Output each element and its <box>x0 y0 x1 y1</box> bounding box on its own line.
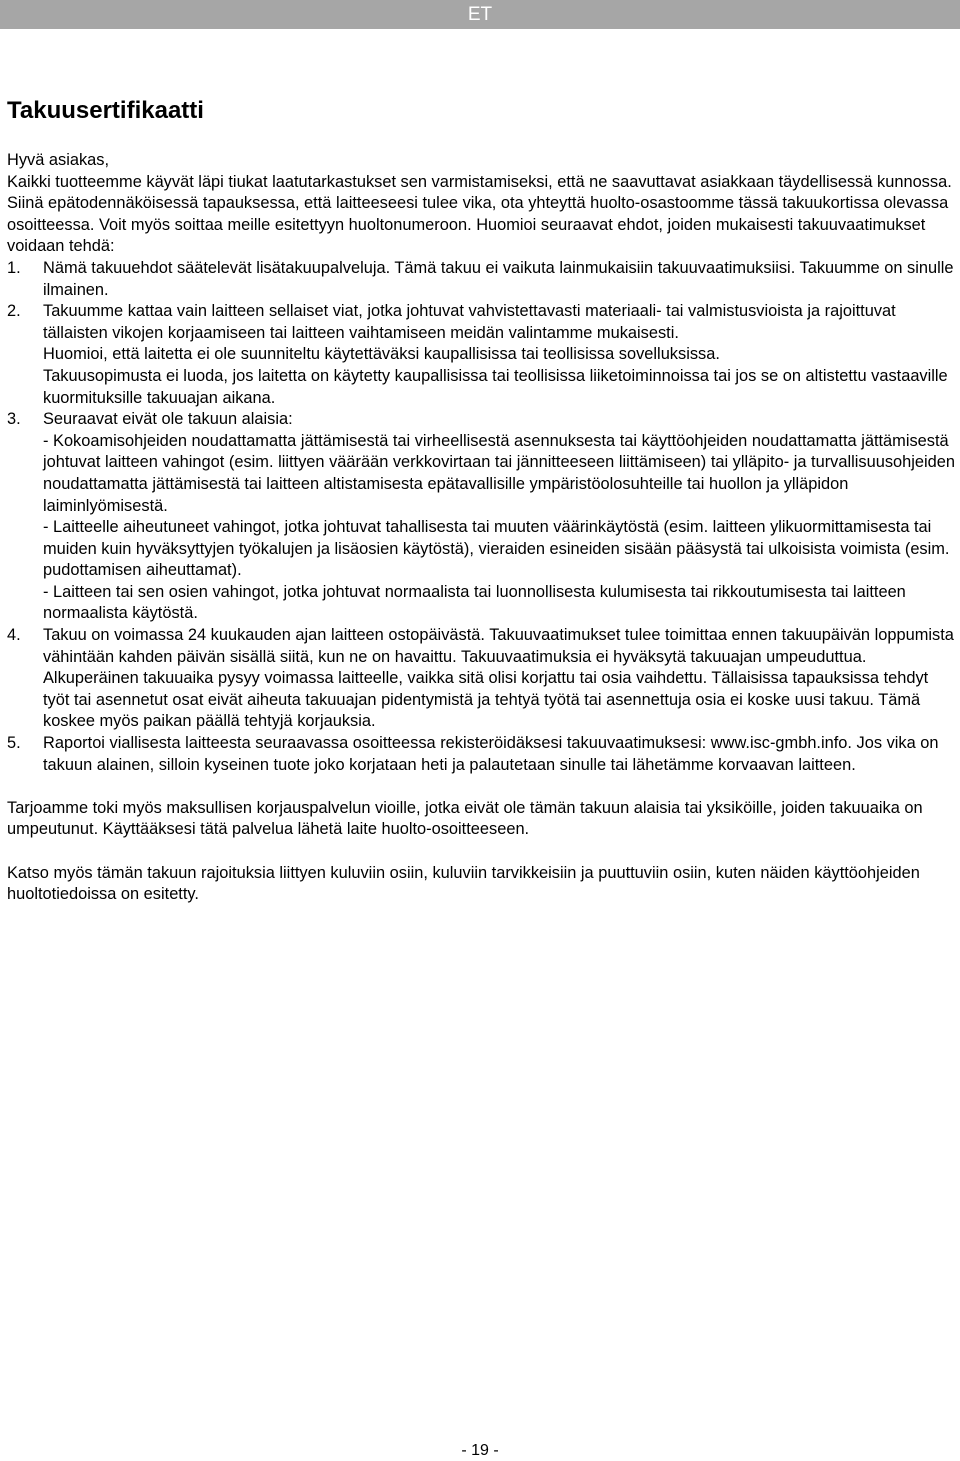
exclusion-bullet: - Laitteen tai sen osien vahingot, jotka johtuvat normaalista tai luonnollisesta kulumisesta tai rikkoutumisesta tai laitteen normaalista käytöstä. <box>43 582 906 623</box>
item-text: Raportoi viallisesta laitteesta seuraavassa osoitteessa rekisteröidäksesi takuuvaatimuksesi: www.isc-gmbh.info. Jos vika on takuun alainen, silloin kyseinen tuote joko korjataan heti ja palautetaan sinulle tai lähetämme korvaavan laitteen. <box>43 734 939 774</box>
item-number: 1. <box>7 258 21 277</box>
item-number: 5. <box>7 734 21 753</box>
item-text: Takuu on voimassa 24 kuukauden ajan laitteen ostopäivästä. Takuuvaatimukset tulee toimittaa ennen takuupäivän loppumista vähintään kahden päivän sisällä siitä, kun ne on havaittu. Takuuvaatimuksia ei hyväksytä takuuajan umpeuduttua. Alkuperäinen takuuaika pysyy voimassa laitteelle, vaikka sitä olisi korjattu tai osia vaihdettu. Tällaisissa tapauksissa tehdyt työt tai asennetut osat eivät aiheuta takuuajan pidentymistä ja tehtyä työtä tai asennettuja osia ei koske uusi takuu. Tämä koskee myös paikan päällä tehtyjä korjauksia. <box>43 626 954 731</box>
paid-repair-paragraph: Tarjoamme toki myös maksullisen korjauspalvelun vioille, jotka eivät ole tämän takuun alaisia tai yksiköille, joiden takuuaika on umpeutunut. Käyttääksesi tätä palvelua lähetä laite huolto-osoitteeseen. <box>7 798 923 839</box>
intro-paragraph: Kaikki tuotteemme käyvät läpi tiukat laatutarkastukset sen varmistamiseksi, että ne saavuttavat asiakkaan täydellisessä kunnossa. Siinä epätodennäköisessä tapauksessa, että laitteeseesi tulee vika, ota yhteyttä huolto-osastoomme tässä takuukortissa olevassa osoitteessa. Voit myös soittaa meille esitettyyn huoltonumeroon. Huomioi seuraavat ehdot, joiden mukaisesti takuuvaatimukset voidaan tehdä: <box>7 172 952 256</box>
greeting: Hyvä asiakas, <box>7 151 110 169</box>
exclusion-bullet: - Kokoamisohjeiden noudattamatta jättämisestä tai virheellisestä asennuksesta tai käyttöohjeiden noudattamatta jättämisestä johtuvat laitteen vahingot (esim. liittyen väärään verkkovirtaan tai jännitteeseen liittämiseen) tai ylläpito- ja turvallisuusohjeiden noudattamatta jättämisestä tai laitteen altistamisesta epätavallisille ympäristöolosuhteille tai huollon ja ylläpidon laiminlyömisestä. <box>43 431 955 515</box>
item-text: Nämä takuuehdot säätelevät lisätakuupalveluja. Tämä takuu ei vaikuta lainmukaisiin takuuvaatimuksiisi. Takuumme on sinulle ilmainen. <box>43 258 954 299</box>
list-item <box>7 409 957 625</box>
item-extra: Takuusopimusta ei luoda, jos laitetta on käytetty kaupallisissa tai teollisissa liiketoiminnoissa tai jos se on altistettu vastaaville kuormituksille takuuajan aikana. <box>43 366 948 407</box>
exclusion-bullet: - Laitteelle aiheutuneet vahingot, jotka johtuvat tahallisesta tai muuten väärinkäytöstä (esim. laitteen ylikuormittamisesta tai muiden kuin hyväksyttyjen työkalujen ja lisäosien käytöstä), vieraiden esineiden sisään pääsystä tai ulkoisista voimista (esim. pudottamisen aiheuttamat). <box>43 518 950 580</box>
item-number: 2. <box>7 302 21 321</box>
item-text: Seuraavat eivät ole takuun alaisia: <box>43 410 293 429</box>
item-text: Takuumme kattaa vain laitteen sellaiset viat, jotka johtuvat vahvistettavasti materiaali- tai valmistusvioista ja rajoittuvat tällaisten vikojen korjaamiseen tai laitteen vaihtamiseen meidän valintamme mukaisesti. <box>43 302 896 342</box>
list-item <box>7 258 957 301</box>
see-also-paragraph: Katso myös tämän takuun rajoituksia liittyen kuluviin osiin, kuluviin tarvikkeisiin ja puuttuviin osiin, kuten näiden käyttöohjeiden huoltotiedoissa on esitetty. <box>7 863 920 904</box>
language-code: ET <box>467 4 493 25</box>
item-number: 3. <box>7 410 21 429</box>
item-number: 4. <box>7 626 21 645</box>
page-title: Takuusertifikaatti <box>7 97 204 124</box>
item-note: Huomioi, että laitetta ei ole suunniteltu käytettäväksi kaupallisissa tai teollisissa sovelluksissa. <box>43 345 720 364</box>
document-body <box>7 150 957 906</box>
list-item <box>7 625 957 733</box>
language-header-bar <box>0 0 960 29</box>
list-item <box>7 301 957 409</box>
page-number: - 19 - <box>461 1442 499 1459</box>
list-item <box>7 733 957 776</box>
